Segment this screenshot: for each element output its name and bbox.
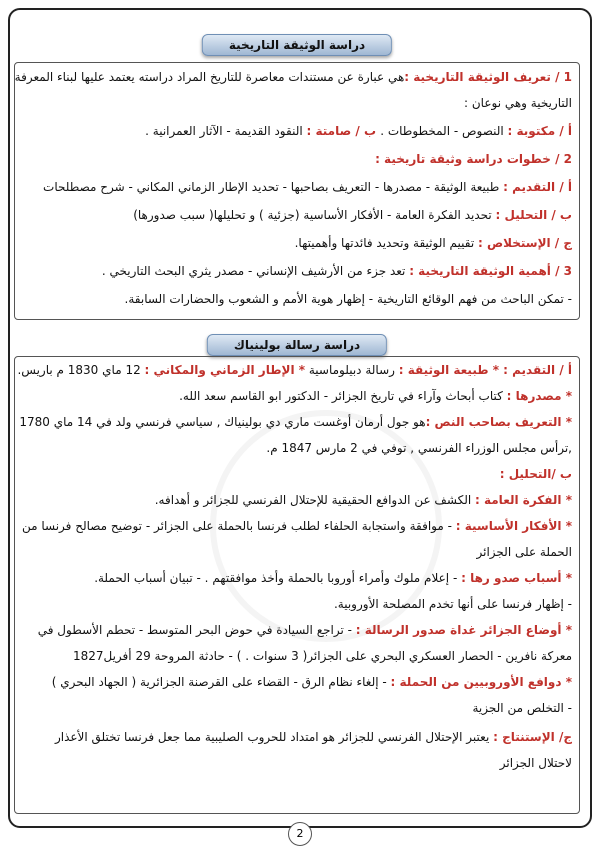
framework-text: 12 ماي 1830 م باريس.	[17, 363, 145, 377]
conclusion-line	[24, 235, 572, 251]
framework-heading: * الإطار الزماني والمكاني :	[144, 363, 306, 377]
silent-heading: ب / صامتة :	[306, 124, 381, 138]
definition-line-2	[24, 95, 572, 111]
nature-heading: * طبيعة الوثيقة :	[398, 363, 504, 377]
section-document-study	[14, 24, 580, 320]
definition-heading: تعريف الوثيقة التاريخية :	[404, 70, 551, 84]
intro-text: طبيعة الوثيقة - مصدرها - التعريف بصاحبها - تحديد الإطار الزماني المكاني - شرح مصطلحات	[43, 180, 504, 194]
analysis-heading-text: ب /التحليل :	[499, 467, 572, 481]
steps-heading	[24, 151, 572, 167]
written-text: النصوص - المخطوطات .	[380, 124, 508, 138]
conclusion-heading: ج / الإستخلاص :	[477, 236, 572, 250]
motives-text-2: - التخلص من الجزية	[472, 701, 572, 715]
page-number: 2	[288, 822, 312, 846]
general-idea-text: الكشف عن الدوافع الحقيقية للإحتلال الفرنسي للجزائر و أهدافه.	[154, 493, 475, 507]
situation-text-2: معركة نافرين - الحصار العسكري البحري على الجزائر( 3 سنوات . ) - حادثة المروحة 29 أفريل1827	[72, 649, 572, 663]
author-text: هو جول أرمان أوغست ماري دي بولينياك , سياسي فرنسي ولد في 14 ماي 1780	[19, 415, 426, 429]
section-title: دراسة رسالة بولينياك	[207, 334, 387, 356]
intro-line	[24, 179, 572, 195]
definition-line	[14, 69, 572, 85]
silent-text: النقود القديمة - الآثار العمرانية .	[145, 124, 307, 138]
motives-line	[24, 674, 572, 690]
main-ideas-line-2	[24, 544, 572, 560]
motives-heading: * دوافع الأوروبيين من الحملة :	[390, 675, 572, 689]
analysis-text: تحديد الفكرة العامة - الأفكار الأساسية (جزئية ) و تحليلها( سبب صدورها)	[133, 208, 496, 222]
definition-number: 1 /	[550, 70, 572, 84]
importance-heading: 3 / أهمية الوثيقة التاريخية :	[409, 264, 572, 278]
general-idea-heading: * الفكرة العامة :	[475, 493, 572, 507]
definition-text: هي عبارة عن مستندات معاصرة للتاريخ المراد دراسته يعتمد عليها لبناء المعرفة	[14, 70, 405, 84]
importance-line	[24, 263, 572, 279]
reasons-heading: * أسباب صدو رها :	[461, 571, 572, 585]
conclusion-line-2	[24, 755, 572, 771]
author-text-2: ,ترأس مجلس الوزراء الفرنسي , توفي في 2 مارس 1847 م.	[266, 441, 572, 455]
intro-heading: أ / التقديم :	[503, 363, 572, 377]
motives-text: - إلغاء نظام الرق - القضاء على القرصنة الجزائرية ( الجهاد البحري )	[51, 675, 391, 689]
situation-text: - تراجع السيادة في حوض البحر المتوسط - تحطم الأسطول في	[37, 623, 356, 637]
reasons-line	[24, 570, 572, 586]
steps-heading-text: 2 / خطوات دراسة وثيقة تاريخية :	[375, 152, 572, 166]
analysis-line	[24, 207, 572, 223]
definition-text-2: التاريخية وهي نوعان :	[464, 96, 572, 110]
source-line	[24, 388, 572, 404]
source-text: كتاب أبحاث وآراء في تاريخ الجزائر - الدكتور ابو القاسم سعد الله.	[179, 389, 507, 403]
main-ideas-text: - موافقة واستجابة الحلفاء لطلب فرنسا بالحملة على الجزائر - توضيح مصالح فرنسا من	[21, 519, 456, 533]
main-ideas-heading: * الأفكار الأساسية :	[455, 519, 572, 533]
reasons-text-2: - إظهار فرنسا على أنها تخدم المصلحة الأوروبية.	[333, 597, 572, 611]
intro-heading: أ / التقديم :	[503, 180, 572, 194]
types-line	[24, 123, 572, 139]
analysis-heading	[24, 466, 572, 482]
nature-text: رسالة دبيلوماسية	[305, 363, 399, 377]
conclusion-text: يعتبر الإحتلال الفرنسي للجزائر هو امتداد للحروب الصليبية مما جعل فرنسا تختلق الأعذار	[54, 730, 494, 744]
main-ideas-line	[21, 518, 572, 534]
situation-heading: * أوضاع الجزائر غداة صدور الرسالة :	[355, 623, 572, 637]
importance-text-2: - تمكن الباحث من فهم الوقائع التاريخية - إظهار هوية الأمم و الشعوب والحضارات السابقة.	[124, 292, 572, 306]
importance-text: تعد جزء من الأرشيف الإنساني - مصدر يثري البحث التاريخي .	[101, 264, 410, 278]
reasons-text: - إعلام ملوك وأمراء أوروبا بالحملة وأخذ موافقتهم . - تبيان أسباب الحملة.	[94, 571, 462, 585]
author-heading: * التعريف بصاحب النص :	[425, 415, 572, 429]
conclusion-line	[24, 729, 572, 745]
section-title: دراسة الوثيقة التاريخية	[202, 34, 392, 56]
importance-line-2	[24, 291, 572, 307]
section-polignac-letter	[14, 334, 580, 814]
conclusion-heading: ج/ الإستنتاج :	[493, 730, 572, 744]
main-ideas-text-2: الحملة على الجزائر	[476, 545, 572, 559]
reasons-line-2	[24, 596, 572, 612]
source-heading: * مصدرها :	[506, 389, 572, 403]
conclusion-text: تقييم الوثيقة وتحديد فائدتها وأهميتها.	[294, 236, 478, 250]
analysis-heading: ب / التحليل :	[495, 208, 572, 222]
written-heading: أ / مكتوبة :	[507, 124, 572, 138]
general-idea-line	[24, 492, 572, 508]
situation-line	[24, 622, 572, 638]
conclusion-text-2: لاحتلال الجزائر	[499, 756, 572, 770]
author-line	[19, 414, 572, 430]
intro-line	[17, 362, 572, 378]
author-line-2	[24, 440, 572, 456]
situation-line-2	[24, 648, 572, 664]
motives-line-2	[24, 700, 572, 716]
